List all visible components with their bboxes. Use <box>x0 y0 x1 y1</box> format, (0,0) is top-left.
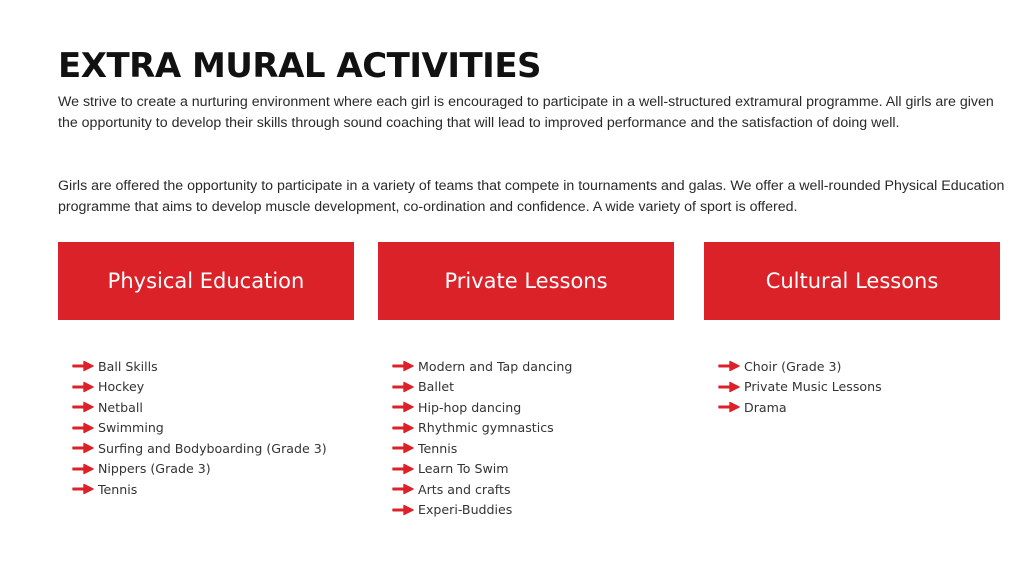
list-item-label: Swimming <box>98 420 164 436</box>
arrow-right-icon <box>392 504 418 516</box>
list-item <box>718 397 882 418</box>
list-item-label: Drama <box>744 399 787 415</box>
list-item <box>72 356 327 377</box>
arrow-right-icon <box>718 401 744 413</box>
list-item-label: Private Music Lessons <box>744 379 882 395</box>
list-item <box>392 459 572 480</box>
arrow-right-icon <box>392 381 418 393</box>
arrow-right-icon <box>72 442 98 454</box>
teams-paragraph: Girls are offered the opportunity to participate in a variety of teams that compete in tournaments and galas. We offer a well-rounded Physical Education programme that aims to develop muscle development, co-ordination and confidence. A wide variety of sport is offered. <box>58 178 1005 215</box>
arrow-right-icon <box>72 422 98 434</box>
list-item <box>718 356 882 377</box>
arrow-right-icon <box>392 422 418 434</box>
list-item <box>392 418 572 439</box>
list-item <box>72 459 327 480</box>
arrow-right-icon <box>72 360 98 372</box>
list-item-label: Netball <box>98 399 143 415</box>
arrow-right-icon <box>72 401 98 413</box>
page-title: EXTRA MURAL ACTIVITIES <box>58 46 542 86</box>
cultural-lessons-list <box>718 356 882 418</box>
list-item-label: Ball Skills <box>98 358 158 374</box>
physical-education-list <box>72 356 327 500</box>
list-item <box>392 356 572 377</box>
list-item <box>392 377 572 398</box>
cultural-lessons-heading: Cultural Lessons <box>704 242 1000 320</box>
list-item-label: Nippers (Grade 3) <box>98 461 211 477</box>
list-item-label: Learn To Swim <box>418 461 509 477</box>
list-item <box>392 438 572 459</box>
list-item-label: Modern and Tap dancing <box>418 358 573 374</box>
arrow-right-icon <box>72 381 98 393</box>
arrow-right-icon <box>72 463 98 475</box>
list-item <box>72 418 327 439</box>
list-item-label: Hip-hop dancing <box>418 399 522 415</box>
list-item-label: Hockey <box>98 379 145 395</box>
intro-paragraph: We strive to create a nurturing environment where each girl is encouraged to participate in a well-structured extramural programme. All girls are given the opportunity to develop their skills through sound coaching that will lead to improved performance and the satisfaction of doing well. <box>58 94 994 131</box>
private-lessons-list <box>392 356 572 520</box>
arrow-right-icon <box>392 442 418 454</box>
list-item <box>72 397 327 418</box>
list-item-label: Choir (Grade 3) <box>744 358 842 374</box>
arrow-right-icon <box>392 360 418 372</box>
list-item <box>718 377 882 398</box>
list-item <box>72 479 327 500</box>
private-lessons-heading: Private Lessons <box>378 242 674 320</box>
list-item <box>72 377 327 398</box>
arrow-right-icon <box>392 401 418 413</box>
list-item-label: Rhythmic gymnastics <box>418 420 554 436</box>
arrow-right-icon <box>718 360 744 372</box>
arrow-right-icon <box>72 483 98 495</box>
list-item-label: Ballet <box>418 379 455 395</box>
list-item-label: Experi-Buddies <box>418 502 513 518</box>
list-item <box>72 438 327 459</box>
list-item-label: Arts and crafts <box>418 481 511 497</box>
arrow-right-icon <box>392 463 418 475</box>
list-item-label: Tennis <box>98 481 138 497</box>
list-item <box>392 479 572 500</box>
list-item <box>392 500 572 521</box>
list-item <box>392 397 572 418</box>
arrow-right-icon <box>392 483 418 495</box>
arrow-right-icon <box>718 381 744 393</box>
list-item-label: Surfing and Bodyboarding (Grade 3) <box>98 440 327 456</box>
list-item-label: Tennis <box>418 440 458 456</box>
physical-education-heading: Physical Education <box>58 242 354 320</box>
